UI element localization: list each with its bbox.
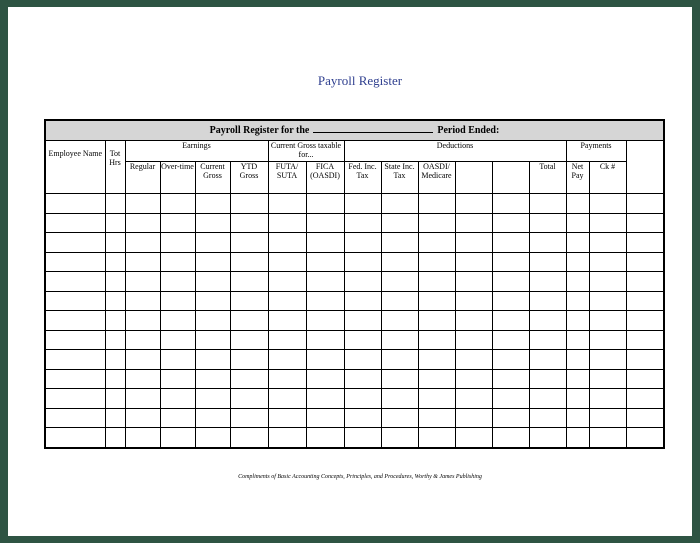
register-banner <box>45 120 664 140</box>
entry-cell <box>492 252 529 272</box>
entry-cell <box>306 330 344 350</box>
entry-cell <box>268 428 306 448</box>
entry-cell <box>492 389 529 409</box>
entry-cell <box>45 291 105 311</box>
entry-cell <box>105 213 125 233</box>
entry-cell <box>125 408 160 428</box>
entry-cell <box>125 389 160 409</box>
entry-cell <box>195 428 230 448</box>
entry-cell <box>455 194 492 214</box>
entry-cell <box>306 369 344 389</box>
entry-cell <box>195 213 230 233</box>
entry-cell <box>195 252 230 272</box>
col-overtime: Over-time <box>160 162 195 194</box>
column-header-row <box>45 162 664 194</box>
entry-cell <box>589 369 626 389</box>
entry-cell <box>160 389 195 409</box>
entry-cell <box>626 330 664 350</box>
entry-cell <box>195 389 230 409</box>
entry-cell <box>195 291 230 311</box>
entry-cell <box>566 194 589 214</box>
entry-cell <box>344 350 381 370</box>
entry-cell <box>195 408 230 428</box>
entry-cell <box>125 330 160 350</box>
entry-cell <box>566 233 589 253</box>
entry-cell <box>381 233 418 253</box>
entry-cell <box>589 291 626 311</box>
entry-cell <box>381 330 418 350</box>
entry-cell <box>160 291 195 311</box>
entry-cell <box>566 311 589 331</box>
entry-cell <box>455 389 492 409</box>
entry-cell <box>418 194 455 214</box>
entry-cell <box>418 330 455 350</box>
entry-cell <box>626 369 664 389</box>
entry-cell <box>492 350 529 370</box>
entry-cell <box>455 291 492 311</box>
entry-cell <box>195 194 230 214</box>
entry-cell <box>230 428 268 448</box>
table-row <box>45 389 664 409</box>
entry-cell <box>160 213 195 233</box>
table-row <box>45 350 664 370</box>
entry-cell <box>626 213 664 233</box>
col-deduction-blank <box>455 162 492 194</box>
entry-cell <box>125 369 160 389</box>
entry-cell <box>230 194 268 214</box>
entry-cell <box>230 213 268 233</box>
entry-cell <box>105 330 125 350</box>
entry-cell <box>529 311 566 331</box>
entry-cell <box>160 330 195 350</box>
entry-cell <box>418 291 455 311</box>
entry-cell <box>45 233 105 253</box>
entry-cell <box>160 194 195 214</box>
entry-cell <box>492 408 529 428</box>
entry-cell <box>230 408 268 428</box>
table-row <box>45 213 664 233</box>
entry-cell <box>344 194 381 214</box>
entry-cell <box>45 330 105 350</box>
entry-cell <box>381 369 418 389</box>
entry-cell <box>105 291 125 311</box>
entry-cell <box>306 272 344 292</box>
entry-cell <box>45 194 105 214</box>
page-title: Payroll Register <box>317 73 403 88</box>
entry-cell <box>566 350 589 370</box>
entry-cell <box>125 272 160 292</box>
entry-cell <box>381 428 418 448</box>
register-banner-row <box>45 120 664 140</box>
entry-cell <box>45 350 105 370</box>
entry-cell <box>344 272 381 292</box>
entry-cell <box>589 272 626 292</box>
entry-cell <box>529 291 566 311</box>
entry-cell <box>626 194 664 214</box>
entry-cell <box>306 291 344 311</box>
entry-cell <box>125 252 160 272</box>
entry-cell <box>344 389 381 409</box>
entry-cell <box>160 252 195 272</box>
entry-cell <box>566 291 589 311</box>
entry-cell <box>268 369 306 389</box>
entry-cell <box>344 330 381 350</box>
entry-cell <box>45 408 105 428</box>
entry-cell <box>455 350 492 370</box>
entry-cell <box>381 350 418 370</box>
entry-cell <box>381 194 418 214</box>
entry-cell <box>529 330 566 350</box>
col-deduction-blank <box>492 162 529 194</box>
entry-cell <box>626 291 664 311</box>
entry-cell <box>418 272 455 292</box>
col-ck-no: Ck # <box>589 162 626 194</box>
entry-cell <box>455 428 492 448</box>
entry-cell <box>160 408 195 428</box>
entry-cell <box>45 272 105 292</box>
entry-cell <box>230 369 268 389</box>
entry-cell <box>529 389 566 409</box>
entry-cell <box>455 408 492 428</box>
entry-cell <box>268 272 306 292</box>
entry-cell <box>589 194 626 214</box>
entry-cell <box>492 330 529 350</box>
entry-cell <box>306 194 344 214</box>
entry-cell <box>381 389 418 409</box>
entry-cell <box>268 252 306 272</box>
entry-cell <box>418 252 455 272</box>
entry-cell <box>105 408 125 428</box>
entry-cell <box>492 291 529 311</box>
col-futa-suta: FUTA/ SUTA <box>268 162 306 194</box>
entry-cell <box>455 311 492 331</box>
entry-cell <box>529 252 566 272</box>
entry-cell <box>160 369 195 389</box>
group-deductions: Deductions <box>344 140 566 162</box>
table-row <box>45 233 664 253</box>
entry-cell <box>306 311 344 331</box>
entry-cell <box>381 311 418 331</box>
entry-cell <box>589 428 626 448</box>
entry-cell <box>45 252 105 272</box>
entry-cell <box>230 389 268 409</box>
entry-cell <box>626 311 664 331</box>
entry-cell <box>268 194 306 214</box>
period-blank-line <box>313 132 433 133</box>
entry-cell <box>195 233 230 253</box>
entry-cell <box>344 369 381 389</box>
banner-prefix: Payroll Register for the <box>209 124 310 136</box>
entry-cell <box>306 389 344 409</box>
entry-cell <box>455 330 492 350</box>
group-header-row <box>45 140 664 162</box>
entry-cell <box>566 428 589 448</box>
entry-cell <box>230 291 268 311</box>
entry-cell <box>195 330 230 350</box>
col-fica-oasdi: FICA (OASDI) <box>306 162 344 194</box>
table-row <box>45 369 664 389</box>
group-payments: Payments <box>566 140 626 162</box>
entry-cell <box>529 428 566 448</box>
entry-cell <box>125 350 160 370</box>
entry-cell <box>230 272 268 292</box>
entry-cell <box>626 389 664 409</box>
entry-cell <box>529 350 566 370</box>
col-current-gross: Current Gross <box>195 162 230 194</box>
document-page <box>8 7 692 536</box>
group-current-gross-taxable: Current Gross taxable for... <box>268 140 344 162</box>
entry-cell <box>344 311 381 331</box>
entry-cell <box>105 252 125 272</box>
entry-cell <box>381 272 418 292</box>
entry-cell <box>344 428 381 448</box>
entry-cell <box>455 252 492 272</box>
entry-cell <box>492 311 529 331</box>
entry-cell <box>125 213 160 233</box>
table-row <box>45 272 664 292</box>
entry-cell <box>125 194 160 214</box>
entry-cell <box>589 408 626 428</box>
entry-cell <box>306 350 344 370</box>
entry-cell <box>344 252 381 272</box>
entry-cell <box>105 428 125 448</box>
entry-cell <box>195 311 230 331</box>
entry-cell <box>160 272 195 292</box>
entry-cell <box>195 350 230 370</box>
entry-cell <box>230 350 268 370</box>
entry-cell <box>306 233 344 253</box>
entry-cell <box>268 350 306 370</box>
col-state-inc-tax: State Inc. Tax <box>381 162 418 194</box>
entry-cell <box>492 194 529 214</box>
entry-cell <box>344 213 381 233</box>
entry-cell <box>529 408 566 428</box>
table-row <box>45 428 664 448</box>
entry-cell <box>306 408 344 428</box>
entry-cell <box>566 213 589 233</box>
entry-cell <box>105 369 125 389</box>
entry-cell <box>418 428 455 448</box>
entry-cell <box>626 272 664 292</box>
entry-cell <box>268 330 306 350</box>
banner-suffix: Period Ended: <box>437 124 500 136</box>
entry-cell <box>381 252 418 272</box>
entry-cell <box>529 369 566 389</box>
entry-cell <box>455 213 492 233</box>
entry-cell <box>492 272 529 292</box>
entry-cell <box>160 311 195 331</box>
entry-cell <box>418 350 455 370</box>
entry-cell <box>381 291 418 311</box>
col-net-pay: Net Pay <box>566 162 589 194</box>
table-row <box>45 291 664 311</box>
entry-cell <box>589 213 626 233</box>
entry-cell <box>529 194 566 214</box>
entry-cell <box>105 233 125 253</box>
entry-cell <box>381 408 418 428</box>
entry-cell <box>344 233 381 253</box>
entry-cell <box>626 428 664 448</box>
entry-cell <box>268 233 306 253</box>
entry-cell <box>492 233 529 253</box>
entry-cell <box>306 252 344 272</box>
entry-cell <box>230 252 268 272</box>
entry-cell <box>566 252 589 272</box>
entry-cell <box>418 311 455 331</box>
entry-cell <box>492 428 529 448</box>
entry-cell <box>455 233 492 253</box>
entry-cell <box>589 252 626 272</box>
entry-cell <box>230 311 268 331</box>
col-employee-name: Employee Name <box>45 140 105 193</box>
entry-cell <box>268 311 306 331</box>
table-row <box>45 311 664 331</box>
entry-cell <box>529 213 566 233</box>
footer-credit: Compliments of Basic Accounting Concepts, Principles, and Procedures, Worthy & James Publishing <box>238 474 482 480</box>
entry-cell <box>125 291 160 311</box>
col-total: Total <box>529 162 566 194</box>
entry-cell <box>125 311 160 331</box>
entry-cell <box>105 350 125 370</box>
entry-cell <box>344 291 381 311</box>
entry-cell <box>529 233 566 253</box>
table-row <box>45 330 664 350</box>
entry-cell <box>125 233 160 253</box>
entry-cell <box>492 213 529 233</box>
entry-cell <box>589 330 626 350</box>
entry-cell <box>418 389 455 409</box>
table-row <box>45 194 664 214</box>
payroll-register-table <box>44 119 665 449</box>
entry-cell <box>45 428 105 448</box>
entry-cell <box>125 428 160 448</box>
col-regular: Regular <box>125 162 160 194</box>
entry-cell <box>268 408 306 428</box>
register-body <box>45 194 664 448</box>
entry-cell <box>105 389 125 409</box>
entry-cell <box>626 252 664 272</box>
entry-cell <box>344 408 381 428</box>
table-row <box>45 408 664 428</box>
entry-cell <box>195 272 230 292</box>
entry-cell <box>45 369 105 389</box>
entry-cell <box>160 350 195 370</box>
entry-cell <box>230 330 268 350</box>
entry-cell <box>45 311 105 331</box>
entry-cell <box>418 408 455 428</box>
entry-cell <box>492 369 529 389</box>
entry-cell <box>45 213 105 233</box>
entry-cell <box>230 233 268 253</box>
entry-cell <box>45 389 105 409</box>
entry-cell <box>529 272 566 292</box>
entry-cell <box>195 369 230 389</box>
entry-cell <box>626 350 664 370</box>
entry-cell <box>381 213 418 233</box>
entry-cell <box>306 213 344 233</box>
col-oasdi-medicare: OASDI/ Medicare <box>418 162 455 194</box>
col-ytd-gross: YTD Gross <box>230 162 268 194</box>
entry-cell <box>589 350 626 370</box>
entry-cell <box>268 291 306 311</box>
entry-cell <box>105 311 125 331</box>
entry-cell <box>160 233 195 253</box>
entry-cell <box>566 272 589 292</box>
col-tot-hrs: Tot Hrs <box>105 140 125 193</box>
entry-cell <box>455 272 492 292</box>
entry-cell <box>566 369 589 389</box>
entry-cell <box>589 233 626 253</box>
group-earnings: Earnings <box>125 140 268 162</box>
entry-cell <box>160 428 195 448</box>
entry-cell <box>566 389 589 409</box>
entry-cell <box>268 389 306 409</box>
table-row <box>45 252 664 272</box>
entry-cell <box>455 369 492 389</box>
col-fed-inc-tax: Fed. Inc. Tax <box>344 162 381 194</box>
entry-cell <box>268 213 306 233</box>
entry-cell <box>626 233 664 253</box>
entry-cell <box>105 194 125 214</box>
entry-cell <box>105 272 125 292</box>
entry-cell <box>589 311 626 331</box>
col-extra-blank <box>626 140 664 193</box>
entry-cell <box>589 389 626 409</box>
entry-cell <box>418 213 455 233</box>
entry-cell <box>566 330 589 350</box>
entry-cell <box>418 369 455 389</box>
entry-cell <box>306 428 344 448</box>
entry-cell <box>626 408 664 428</box>
entry-cell <box>566 408 589 428</box>
entry-cell <box>418 233 455 253</box>
